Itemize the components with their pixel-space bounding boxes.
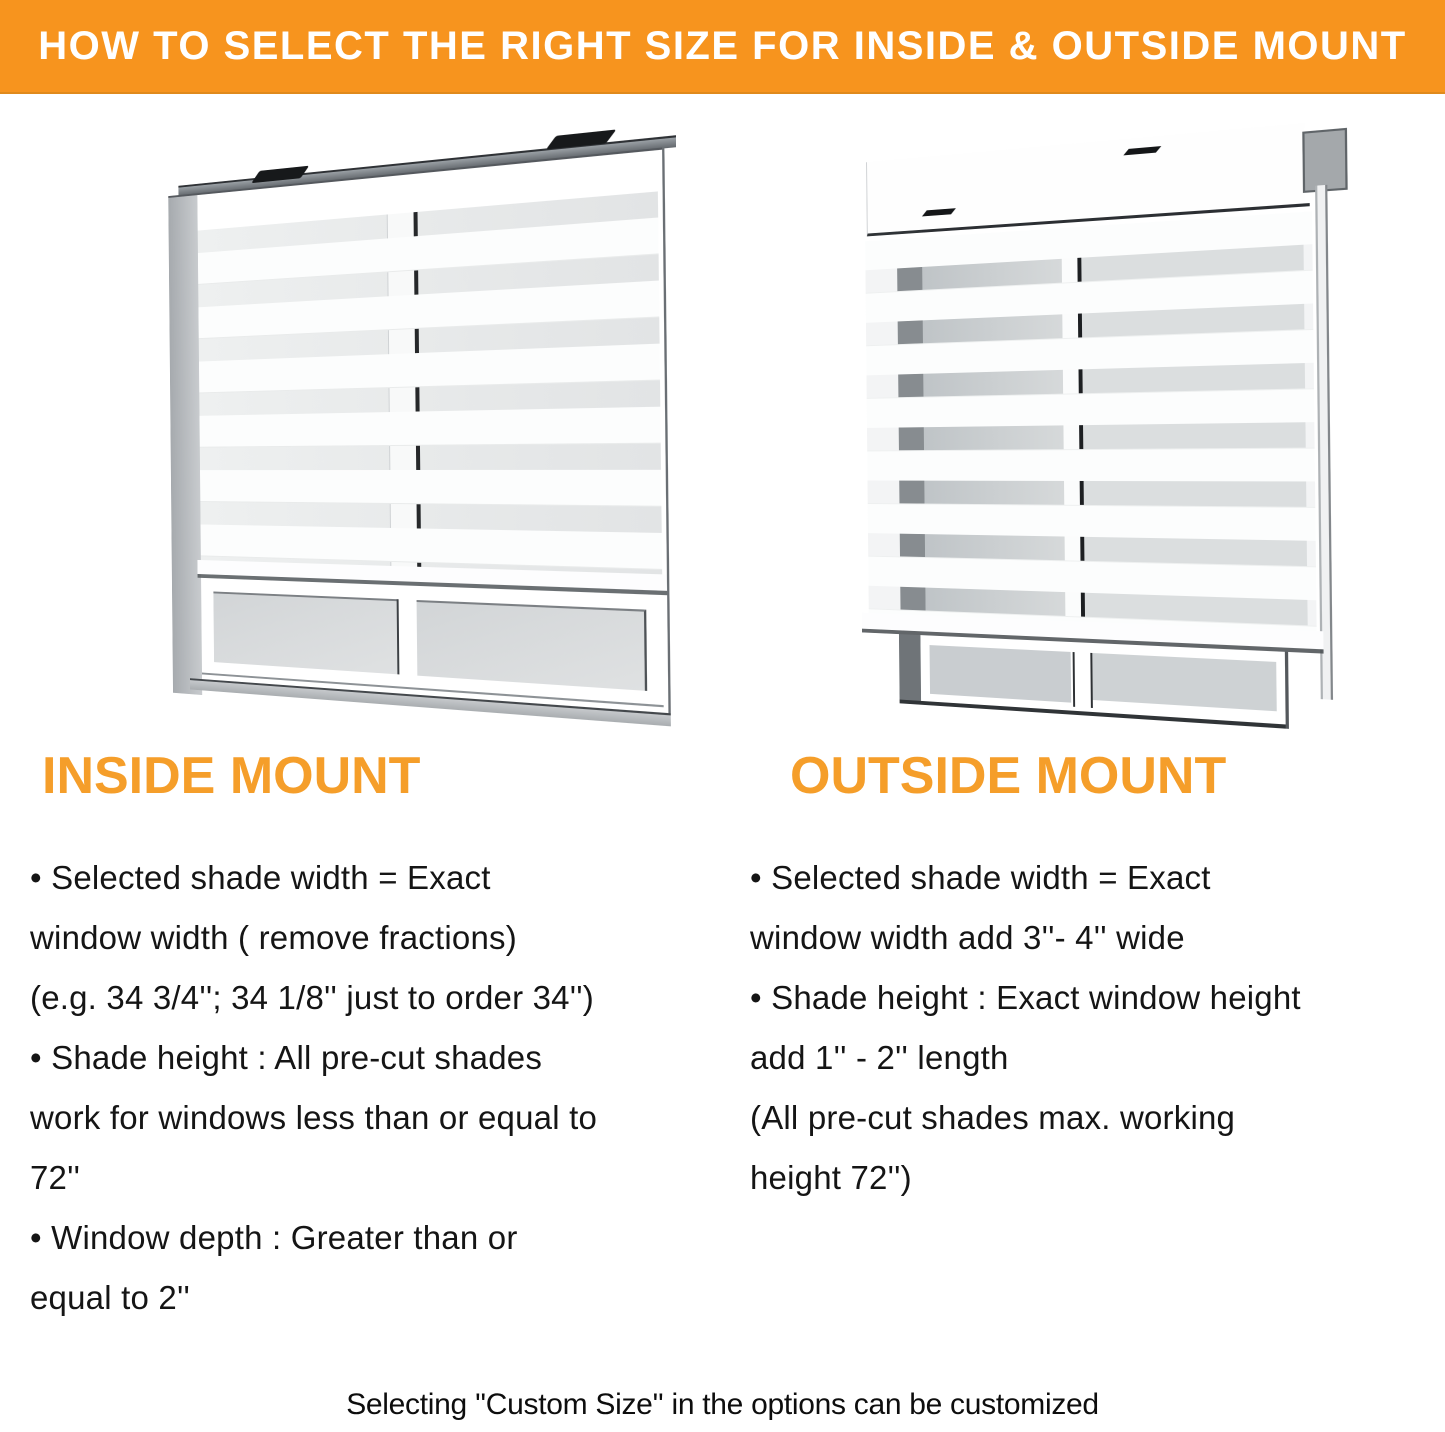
- center-mullion: [1072, 652, 1092, 708]
- bracket-endcap: [1302, 128, 1347, 193]
- bullet-line: (All pre-cut shades max. working: [750, 1099, 1236, 1136]
- window-jamb: [899, 634, 921, 705]
- bullet-line: window width ( remove fractions): [30, 919, 517, 956]
- header-banner: [0, 0, 1445, 94]
- screw-slot-icon: [1123, 146, 1161, 155]
- outside-mount-section: [750, 745, 1420, 1208]
- inside-mount-heading: INSIDE MOUNT: [42, 747, 421, 805]
- bullet-line: • Shade height : Exact window height: [750, 979, 1301, 1016]
- window-frame: [168, 148, 668, 732]
- inside-mount-section: [30, 745, 735, 1328]
- footer-note: Selecting ''Custom Size'' in the options can be customized: [346, 1388, 1099, 1421]
- glass-pane: [930, 645, 1071, 703]
- bullet-line: (e.g. 34 3/4''; 34 1/8'' just to order 34''): [30, 979, 594, 1016]
- bullet-line: window width add 3''- 4'' wide: [750, 919, 1185, 956]
- inside-mount-illustration: [138, 150, 648, 730]
- glass-pane: [416, 600, 647, 691]
- glass-pane: [1092, 653, 1277, 711]
- outside-mount-instructions: [750, 848, 1420, 1208]
- glass-pane: [213, 591, 397, 674]
- inside-mount-instructions: [30, 848, 735, 1328]
- bullet-line: height 72''): [750, 1159, 912, 1196]
- side-rail: [1315, 185, 1333, 700]
- bullet-line: 72'': [30, 1159, 81, 1196]
- bullet-line: work for windows less than or equal to: [30, 1099, 598, 1136]
- bullet-line: • Shade height : All pre-cut shades: [30, 1039, 543, 1076]
- outside-mount-heading: OUTSIDE MOUNT: [790, 747, 1227, 805]
- bullet-line: add 1'' - 2'' length: [750, 1039, 1009, 1076]
- zebra-shade: [865, 211, 1316, 631]
- outside-mount-illustration: [848, 138, 1338, 730]
- page-title: HOW TO SELECT THE RIGHT SIZE FOR INSIDE & OUTSIDE MOUNT: [38, 23, 1407, 68]
- screw-slot-icon: [922, 208, 956, 216]
- zebra-shade: [198, 191, 662, 574]
- bullet-line: • Window depth : Greater than or: [30, 1219, 518, 1256]
- bullet-line: equal to 2'': [30, 1279, 190, 1316]
- window-glass: [899, 634, 1289, 729]
- shade-stripes: [198, 191, 662, 574]
- bullet-line: • Selected shade width = Exact: [750, 859, 1211, 896]
- shade-stripes: [865, 211, 1316, 631]
- bullet-line: • Selected shade width = Exact: [30, 859, 491, 896]
